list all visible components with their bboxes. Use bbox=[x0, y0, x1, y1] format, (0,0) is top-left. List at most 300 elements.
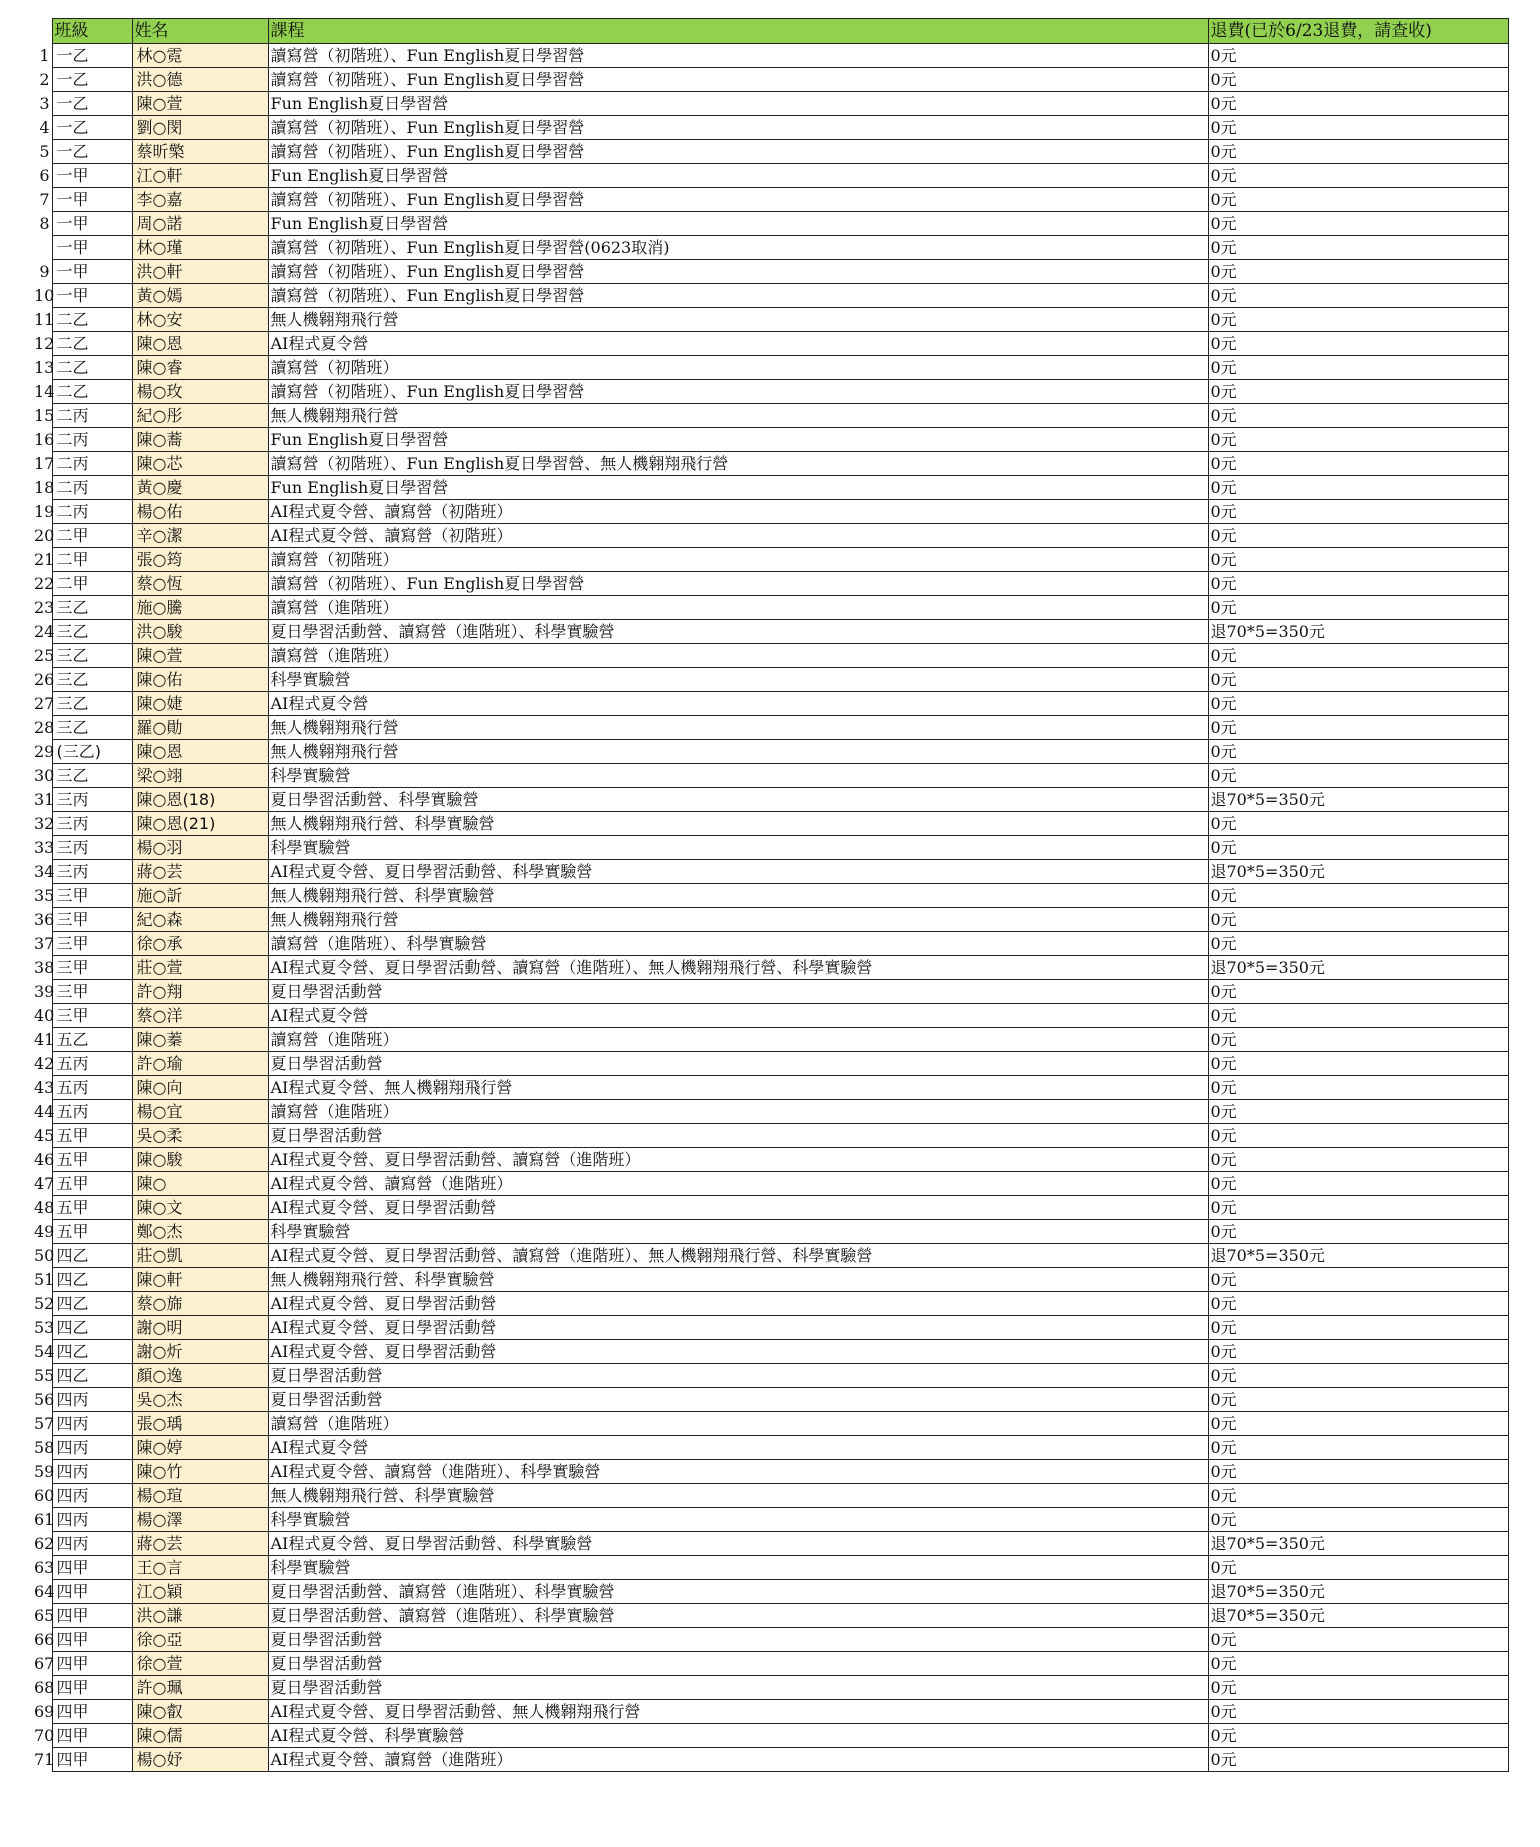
fee-cell: 0元 bbox=[1208, 1004, 1508, 1028]
fee-cell: 退70*5=350元 bbox=[1208, 1532, 1508, 1556]
name-cell: 陳○芯 bbox=[132, 452, 268, 476]
fee-cell: 0元 bbox=[1208, 812, 1508, 836]
table-row bbox=[32, 1676, 1508, 1700]
table-row bbox=[32, 1196, 1508, 1220]
fee-cell: 0元 bbox=[1208, 1148, 1508, 1172]
table-row bbox=[32, 716, 1508, 740]
row-index: 12 bbox=[34, 334, 55, 353]
fee-cell: 0元 bbox=[1208, 1724, 1508, 1748]
course-cell: 讀寫營（初階班）、Fun English夏日學習營 bbox=[268, 284, 1208, 308]
row-index: 57 bbox=[34, 1414, 55, 1433]
row-index: 5 bbox=[39, 142, 50, 161]
class-cell: 四甲 bbox=[52, 1580, 132, 1604]
table-row bbox=[32, 908, 1508, 932]
row-index: 48 bbox=[34, 1198, 55, 1217]
row-index: 53 bbox=[34, 1318, 55, 1337]
name-cell: 王○言 bbox=[132, 1556, 268, 1580]
table-row bbox=[32, 1076, 1508, 1100]
name-cell: 蔡○旆 bbox=[132, 1292, 268, 1316]
table-row bbox=[32, 596, 1508, 620]
course-cell: AI程式夏令營、讀寫營（進階班） bbox=[268, 1172, 1208, 1196]
row-index: 70 bbox=[34, 1726, 55, 1745]
fee-cell: 0元 bbox=[1208, 932, 1508, 956]
name-cell: 鄭○杰 bbox=[132, 1220, 268, 1244]
table-row bbox=[32, 1484, 1508, 1508]
fee-cell: 0元 bbox=[1208, 140, 1508, 164]
course-cell: 夏日學習活動營 bbox=[268, 1364, 1208, 1388]
course-cell: AI程式夏令營、讀寫營（進階班） bbox=[268, 1748, 1208, 1772]
fee-cell: 0元 bbox=[1208, 1100, 1508, 1124]
fee-cell: 0元 bbox=[1208, 1388, 1508, 1412]
class-cell: 四丙 bbox=[52, 1532, 132, 1556]
fee-cell: 退70*5=350元 bbox=[1208, 1580, 1508, 1604]
fee-cell: 0元 bbox=[1208, 92, 1508, 116]
name-cell: 張○筠 bbox=[132, 548, 268, 572]
class-cell: (三乙) bbox=[52, 740, 132, 764]
class-cell: 四甲 bbox=[52, 1652, 132, 1676]
fee-cell: 0元 bbox=[1208, 1628, 1508, 1652]
class-cell: 二乙 bbox=[52, 380, 132, 404]
header-row bbox=[32, 19, 1508, 44]
table-row bbox=[32, 1220, 1508, 1244]
name-cell: 徐○萱 bbox=[132, 1652, 268, 1676]
table-row bbox=[32, 524, 1508, 548]
table-row bbox=[32, 1748, 1508, 1772]
row-index: 37 bbox=[34, 934, 55, 953]
fee-cell: 0元 bbox=[1208, 1028, 1508, 1052]
fee-cell: 0元 bbox=[1208, 1508, 1508, 1532]
table-row bbox=[32, 260, 1508, 284]
course-cell: AI程式夏令營、夏日學習活動營、科學實驗營 bbox=[268, 860, 1208, 884]
table-row bbox=[32, 1364, 1508, 1388]
name-cell: 徐○承 bbox=[132, 932, 268, 956]
course-cell: 夏日學習活動營、讀寫營（進階班）、科學實驗營 bbox=[268, 1580, 1208, 1604]
row-index: 24 bbox=[34, 622, 55, 641]
table-row bbox=[32, 788, 1508, 812]
course-cell: 夏日學習活動營 bbox=[268, 1124, 1208, 1148]
course-cell: 讀寫營（進階班） bbox=[268, 644, 1208, 668]
row-index: 20 bbox=[34, 526, 55, 545]
class-cell: 二甲 bbox=[52, 548, 132, 572]
course-cell: 讀寫營（初階班）、Fun English夏日學習營 bbox=[268, 380, 1208, 404]
name-cell: 辛○潔 bbox=[132, 524, 268, 548]
course-cell: 夏日學習活動營 bbox=[268, 1052, 1208, 1076]
fee-cell: 退70*5=350元 bbox=[1208, 788, 1508, 812]
class-cell: 四乙 bbox=[52, 1364, 132, 1388]
course-cell: 無人機翱翔飛行營 bbox=[268, 404, 1208, 428]
fee-cell: 0元 bbox=[1208, 164, 1508, 188]
class-cell: 二丙 bbox=[52, 404, 132, 428]
class-cell: 四甲 bbox=[52, 1724, 132, 1748]
course-cell: 無人機翱翔飛行營 bbox=[268, 908, 1208, 932]
row-index: 23 bbox=[34, 598, 55, 617]
fee-cell: 0元 bbox=[1208, 260, 1508, 284]
fee-cell: 0元 bbox=[1208, 884, 1508, 908]
course-cell: 夏日學習活動營 bbox=[268, 1676, 1208, 1700]
name-cell: 陳○婕 bbox=[132, 692, 268, 716]
name-cell: 蔣○芸 bbox=[132, 1532, 268, 1556]
name-cell: 許○瑜 bbox=[132, 1052, 268, 1076]
table-row bbox=[32, 1292, 1508, 1316]
class-cell: 四丙 bbox=[52, 1508, 132, 1532]
table-row bbox=[32, 1652, 1508, 1676]
class-cell: 一乙 bbox=[52, 116, 132, 140]
name-cell: 蔡○恆 bbox=[132, 572, 268, 596]
table-row bbox=[32, 1700, 1508, 1724]
fee-cell: 0元 bbox=[1208, 980, 1508, 1004]
name-cell: 江○穎 bbox=[132, 1580, 268, 1604]
row-index: 13 bbox=[34, 358, 55, 377]
course-cell: 讀寫營（進階班） bbox=[268, 596, 1208, 620]
course-cell: AI程式夏令營、夏日學習活動營、無人機翱翔飛行營 bbox=[268, 1700, 1208, 1724]
class-cell: 一甲 bbox=[52, 188, 132, 212]
class-cell: 三乙 bbox=[52, 764, 132, 788]
class-cell: 二丙 bbox=[52, 476, 132, 500]
fee-cell: 0元 bbox=[1208, 404, 1508, 428]
class-cell: 四甲 bbox=[52, 1748, 132, 1772]
course-cell: 科學實驗營 bbox=[268, 1508, 1208, 1532]
name-cell: 陳○蓁 bbox=[132, 1028, 268, 1052]
table-row bbox=[32, 692, 1508, 716]
table-row bbox=[32, 812, 1508, 836]
fee-cell: 0元 bbox=[1208, 1460, 1508, 1484]
course-cell: AI程式夏令營、夏日學習活動營、讀寫營（進階班）、無人機翱翔飛行營、科學實驗營 bbox=[268, 1244, 1208, 1268]
row-index: 60 bbox=[34, 1486, 55, 1505]
name-cell: 陳○萱 bbox=[132, 92, 268, 116]
name-cell: 周○諾 bbox=[132, 212, 268, 236]
course-cell: 讀寫營（初階班）、Fun English夏日學習營(0623取消) bbox=[268, 236, 1208, 260]
row-index: 69 bbox=[34, 1702, 55, 1721]
row-index: 8 bbox=[39, 214, 50, 233]
row-index: 64 bbox=[34, 1582, 55, 1601]
name-cell: 蔡○洋 bbox=[132, 1004, 268, 1028]
row-index: 63 bbox=[34, 1558, 55, 1577]
table-row bbox=[32, 44, 1508, 68]
name-cell: 楊○羽 bbox=[132, 836, 268, 860]
row-index: 34 bbox=[34, 862, 55, 881]
class-cell: 四乙 bbox=[52, 1244, 132, 1268]
course-cell: AI程式夏令營、讀寫營（初階班） bbox=[268, 524, 1208, 548]
fee-cell: 退70*5=350元 bbox=[1208, 1604, 1508, 1628]
name-cell: 洪○駿 bbox=[132, 620, 268, 644]
class-cell: 二丙 bbox=[52, 500, 132, 524]
class-cell: 二乙 bbox=[52, 356, 132, 380]
row-index bbox=[32, 236, 52, 260]
fee-cell: 0元 bbox=[1208, 908, 1508, 932]
class-cell: 三甲 bbox=[52, 884, 132, 908]
table-row bbox=[32, 1436, 1508, 1460]
table-row bbox=[32, 380, 1508, 404]
course-cell: Fun English夏日學習營 bbox=[268, 428, 1208, 452]
course-cell: 科學實驗營 bbox=[268, 764, 1208, 788]
name-cell: 莊○萱 bbox=[132, 956, 268, 980]
table-row bbox=[32, 92, 1508, 116]
fee-cell: 0元 bbox=[1208, 1292, 1508, 1316]
name-cell: 紀○彤 bbox=[132, 404, 268, 428]
course-cell: 無人機翱翔飛行營、科學實驗營 bbox=[268, 1268, 1208, 1292]
course-cell: Fun English夏日學習營 bbox=[268, 476, 1208, 500]
row-index: 30 bbox=[34, 766, 55, 785]
name-cell: 陳○恩 bbox=[132, 740, 268, 764]
fee-cell: 0元 bbox=[1208, 1676, 1508, 1700]
row-index: 61 bbox=[34, 1510, 55, 1529]
table-row bbox=[32, 188, 1508, 212]
course-cell: 讀寫營（進階班） bbox=[268, 1412, 1208, 1436]
fee-cell: 0元 bbox=[1208, 68, 1508, 92]
fee-cell: 0元 bbox=[1208, 44, 1508, 68]
class-cell: 五乙 bbox=[52, 1028, 132, 1052]
header-fee: 退費(已於6/23退費，請查收) bbox=[1208, 19, 1508, 44]
table-row bbox=[32, 404, 1508, 428]
table-row bbox=[32, 740, 1508, 764]
fee-cell: 0元 bbox=[1208, 1652, 1508, 1676]
name-cell: 顏○逸 bbox=[132, 1364, 268, 1388]
name-cell: 陳○恩 bbox=[132, 332, 268, 356]
name-cell: 許○翔 bbox=[132, 980, 268, 1004]
name-cell: 蔡昕檠 bbox=[132, 140, 268, 164]
row-index: 49 bbox=[34, 1222, 55, 1241]
row-index: 18 bbox=[34, 478, 55, 497]
row-index: 33 bbox=[34, 838, 55, 857]
course-cell: 讀寫營（初階班）、Fun English夏日學習營 bbox=[268, 44, 1208, 68]
course-cell: 讀寫營（初階班）、Fun English夏日學習營、無人機翱翔飛行營 bbox=[268, 452, 1208, 476]
fee-cell: 0元 bbox=[1208, 692, 1508, 716]
class-cell: 三丙 bbox=[52, 812, 132, 836]
class-cell: 一甲 bbox=[52, 260, 132, 284]
name-cell: 羅○勛 bbox=[132, 716, 268, 740]
class-cell: 三甲 bbox=[52, 908, 132, 932]
name-cell: 楊○佑 bbox=[132, 500, 268, 524]
name-cell: 楊○妤 bbox=[132, 1748, 268, 1772]
table-row bbox=[32, 212, 1508, 236]
course-cell: 讀寫營（初階班）、Fun English夏日學習營 bbox=[268, 68, 1208, 92]
row-index: 50 bbox=[34, 1246, 55, 1265]
course-cell: 讀寫營（初階班）、Fun English夏日學習營 bbox=[268, 188, 1208, 212]
name-cell: 謝○明 bbox=[132, 1316, 268, 1340]
name-cell: 陳○萱 bbox=[132, 644, 268, 668]
course-cell: 讀寫營（初階班）、Fun English夏日學習營 bbox=[268, 572, 1208, 596]
row-index: 21 bbox=[34, 550, 55, 569]
class-cell: 二乙 bbox=[52, 308, 132, 332]
name-cell: 陳○恩(21) bbox=[132, 812, 268, 836]
fee-cell: 0元 bbox=[1208, 500, 1508, 524]
table-row bbox=[32, 68, 1508, 92]
fee-cell: 0元 bbox=[1208, 1052, 1508, 1076]
name-cell: 紀○森 bbox=[132, 908, 268, 932]
fee-cell: 0元 bbox=[1208, 1076, 1508, 1100]
class-cell: 四乙 bbox=[52, 1268, 132, 1292]
row-index: 54 bbox=[34, 1342, 55, 1361]
fee-cell: 退70*5=350元 bbox=[1208, 956, 1508, 980]
name-cell: 陳○軒 bbox=[132, 1268, 268, 1292]
name-cell: 吳○柔 bbox=[132, 1124, 268, 1148]
fee-cell: 0元 bbox=[1208, 644, 1508, 668]
fee-cell: 0元 bbox=[1208, 1340, 1508, 1364]
table-row bbox=[32, 932, 1508, 956]
course-cell: AI程式夏令營、無人機翱翔飛行營 bbox=[268, 1076, 1208, 1100]
fee-cell: 0元 bbox=[1208, 1412, 1508, 1436]
row-index: 3 bbox=[39, 94, 50, 113]
fee-cell: 0元 bbox=[1208, 1124, 1508, 1148]
name-cell: 吳○杰 bbox=[132, 1388, 268, 1412]
class-cell: 三丙 bbox=[52, 836, 132, 860]
row-index: 67 bbox=[34, 1654, 55, 1673]
fee-cell: 0元 bbox=[1208, 284, 1508, 308]
table-row bbox=[32, 236, 1508, 260]
class-cell: 五甲 bbox=[52, 1148, 132, 1172]
fee-cell: 0元 bbox=[1208, 716, 1508, 740]
name-cell: 林○瑾 bbox=[132, 236, 268, 260]
course-cell: 讀寫營（初階班）、Fun English夏日學習營 bbox=[268, 260, 1208, 284]
class-cell: 四乙 bbox=[52, 1292, 132, 1316]
course-cell: Fun English夏日學習營 bbox=[268, 92, 1208, 116]
table-row bbox=[32, 956, 1508, 980]
course-cell: AI程式夏令營 bbox=[268, 1004, 1208, 1028]
row-index: 43 bbox=[34, 1078, 55, 1097]
class-cell: 四甲 bbox=[52, 1604, 132, 1628]
course-cell: 讀寫營（初階班） bbox=[268, 356, 1208, 380]
row-index: 65 bbox=[34, 1606, 55, 1625]
course-cell: 無人機翱翔飛行營、科學實驗營 bbox=[268, 812, 1208, 836]
row-index: 39 bbox=[34, 982, 55, 1001]
row-index: 62 bbox=[34, 1534, 55, 1553]
fee-cell: 0元 bbox=[1208, 1220, 1508, 1244]
fee-cell: 0元 bbox=[1208, 596, 1508, 620]
class-cell: 五甲 bbox=[52, 1172, 132, 1196]
class-cell: 一甲 bbox=[52, 212, 132, 236]
name-cell: 李○嘉 bbox=[132, 188, 268, 212]
table-row bbox=[32, 1604, 1508, 1628]
row-index: 59 bbox=[34, 1462, 55, 1481]
name-cell: 陳○文 bbox=[132, 1196, 268, 1220]
class-cell: 五甲 bbox=[52, 1220, 132, 1244]
class-cell: 四丙 bbox=[52, 1436, 132, 1460]
fee-cell: 0元 bbox=[1208, 1316, 1508, 1340]
table-row bbox=[32, 860, 1508, 884]
name-cell: 陳○ bbox=[132, 1172, 268, 1196]
table-row bbox=[32, 1172, 1508, 1196]
table-row bbox=[32, 452, 1508, 476]
name-cell: 林○安 bbox=[132, 308, 268, 332]
row-index: 16 bbox=[34, 430, 55, 449]
table-row bbox=[32, 1580, 1508, 1604]
course-cell: AI程式夏令營、夏日學習活動營 bbox=[268, 1340, 1208, 1364]
table-row bbox=[32, 1412, 1508, 1436]
class-cell: 五丙 bbox=[52, 1052, 132, 1076]
class-cell: 三丙 bbox=[52, 860, 132, 884]
fee-cell: 0元 bbox=[1208, 1268, 1508, 1292]
fee-cell: 0元 bbox=[1208, 572, 1508, 596]
name-cell: 陳○恩(18) bbox=[132, 788, 268, 812]
class-cell: 三乙 bbox=[52, 620, 132, 644]
name-cell: 陳○竹 bbox=[132, 1460, 268, 1484]
fee-cell: 0元 bbox=[1208, 452, 1508, 476]
class-cell: 四甲 bbox=[52, 1676, 132, 1700]
class-cell: 四乙 bbox=[52, 1340, 132, 1364]
fee-cell: 0元 bbox=[1208, 764, 1508, 788]
course-cell: AI程式夏令營 bbox=[268, 692, 1208, 716]
course-cell: AI程式夏令營、科學實驗營 bbox=[268, 1724, 1208, 1748]
class-cell: 二丙 bbox=[52, 452, 132, 476]
fee-cell: 0元 bbox=[1208, 1196, 1508, 1220]
fee-cell: 退70*5=350元 bbox=[1208, 1244, 1508, 1268]
course-cell: 夏日學習活動營、讀寫營（進階班）、科學實驗營 bbox=[268, 1604, 1208, 1628]
row-index: 4 bbox=[39, 118, 50, 137]
table-row bbox=[32, 1244, 1508, 1268]
table-row bbox=[32, 500, 1508, 524]
fee-cell: 0元 bbox=[1208, 1484, 1508, 1508]
table-row bbox=[32, 1460, 1508, 1484]
table-row bbox=[32, 1724, 1508, 1748]
course-cell: AI程式夏令營、夏日學習活動營、科學實驗營 bbox=[268, 1532, 1208, 1556]
class-cell: 一甲 bbox=[52, 236, 132, 260]
class-cell: 四甲 bbox=[52, 1700, 132, 1724]
course-cell: 無人機翱翔飛行營、科學實驗營 bbox=[268, 884, 1208, 908]
class-cell: 二甲 bbox=[52, 572, 132, 596]
fee-cell: 0元 bbox=[1208, 1700, 1508, 1724]
row-index: 29 bbox=[34, 742, 55, 761]
row-index: 45 bbox=[34, 1126, 55, 1145]
row-index: 17 bbox=[34, 454, 55, 473]
course-cell: 科學實驗營 bbox=[268, 1556, 1208, 1580]
table-row bbox=[32, 308, 1508, 332]
fee-cell: 退70*5=350元 bbox=[1208, 620, 1508, 644]
class-cell: 一乙 bbox=[52, 68, 132, 92]
table-row bbox=[32, 1508, 1508, 1532]
row-index: 40 bbox=[34, 1006, 55, 1025]
name-cell: 陳○婷 bbox=[132, 1436, 268, 1460]
row-index: 55 bbox=[34, 1366, 55, 1385]
fee-cell: 0元 bbox=[1208, 668, 1508, 692]
table-row bbox=[32, 620, 1508, 644]
course-cell: 讀寫營（進階班）、科學實驗營 bbox=[268, 932, 1208, 956]
row-index: 66 bbox=[34, 1630, 55, 1649]
table-row bbox=[32, 980, 1508, 1004]
row-index: 27 bbox=[34, 694, 55, 713]
row-index: 15 bbox=[34, 406, 55, 425]
row-index: 35 bbox=[34, 886, 55, 905]
row-index: 11 bbox=[34, 310, 55, 329]
name-cell: 黃○嫣 bbox=[132, 284, 268, 308]
class-cell: 五丙 bbox=[52, 1076, 132, 1100]
name-cell: 洪○德 bbox=[132, 68, 268, 92]
class-cell: 三乙 bbox=[52, 668, 132, 692]
course-cell: AI程式夏令營、夏日學習活動營、讀寫營（進階班） bbox=[268, 1148, 1208, 1172]
course-cell: AI程式夏令營、夏日學習活動營 bbox=[268, 1196, 1208, 1220]
table-row bbox=[32, 1532, 1508, 1556]
course-cell: Fun English夏日學習營 bbox=[268, 164, 1208, 188]
class-cell: 五甲 bbox=[52, 1196, 132, 1220]
course-cell: 讀寫營（進階班） bbox=[268, 1100, 1208, 1124]
name-cell: 洪○軒 bbox=[132, 260, 268, 284]
table-row bbox=[32, 1124, 1508, 1148]
table-row bbox=[32, 428, 1508, 452]
row-index: 26 bbox=[34, 670, 55, 689]
class-cell: 三甲 bbox=[52, 980, 132, 1004]
name-cell: 陳○向 bbox=[132, 1076, 268, 1100]
class-cell: 三甲 bbox=[52, 932, 132, 956]
fee-cell: 0元 bbox=[1208, 1748, 1508, 1772]
course-cell: 讀寫營（初階班）、Fun English夏日學習營 bbox=[268, 116, 1208, 140]
row-index: 71 bbox=[34, 1750, 55, 1769]
header-class: 班級 bbox=[52, 19, 132, 44]
course-cell: 科學實驗營 bbox=[268, 836, 1208, 860]
fee-cell: 0元 bbox=[1208, 236, 1508, 260]
fee-cell: 0元 bbox=[1208, 1556, 1508, 1580]
table-row bbox=[32, 1028, 1508, 1052]
name-cell: 莊○凱 bbox=[132, 1244, 268, 1268]
course-cell: 夏日學習活動營 bbox=[268, 980, 1208, 1004]
